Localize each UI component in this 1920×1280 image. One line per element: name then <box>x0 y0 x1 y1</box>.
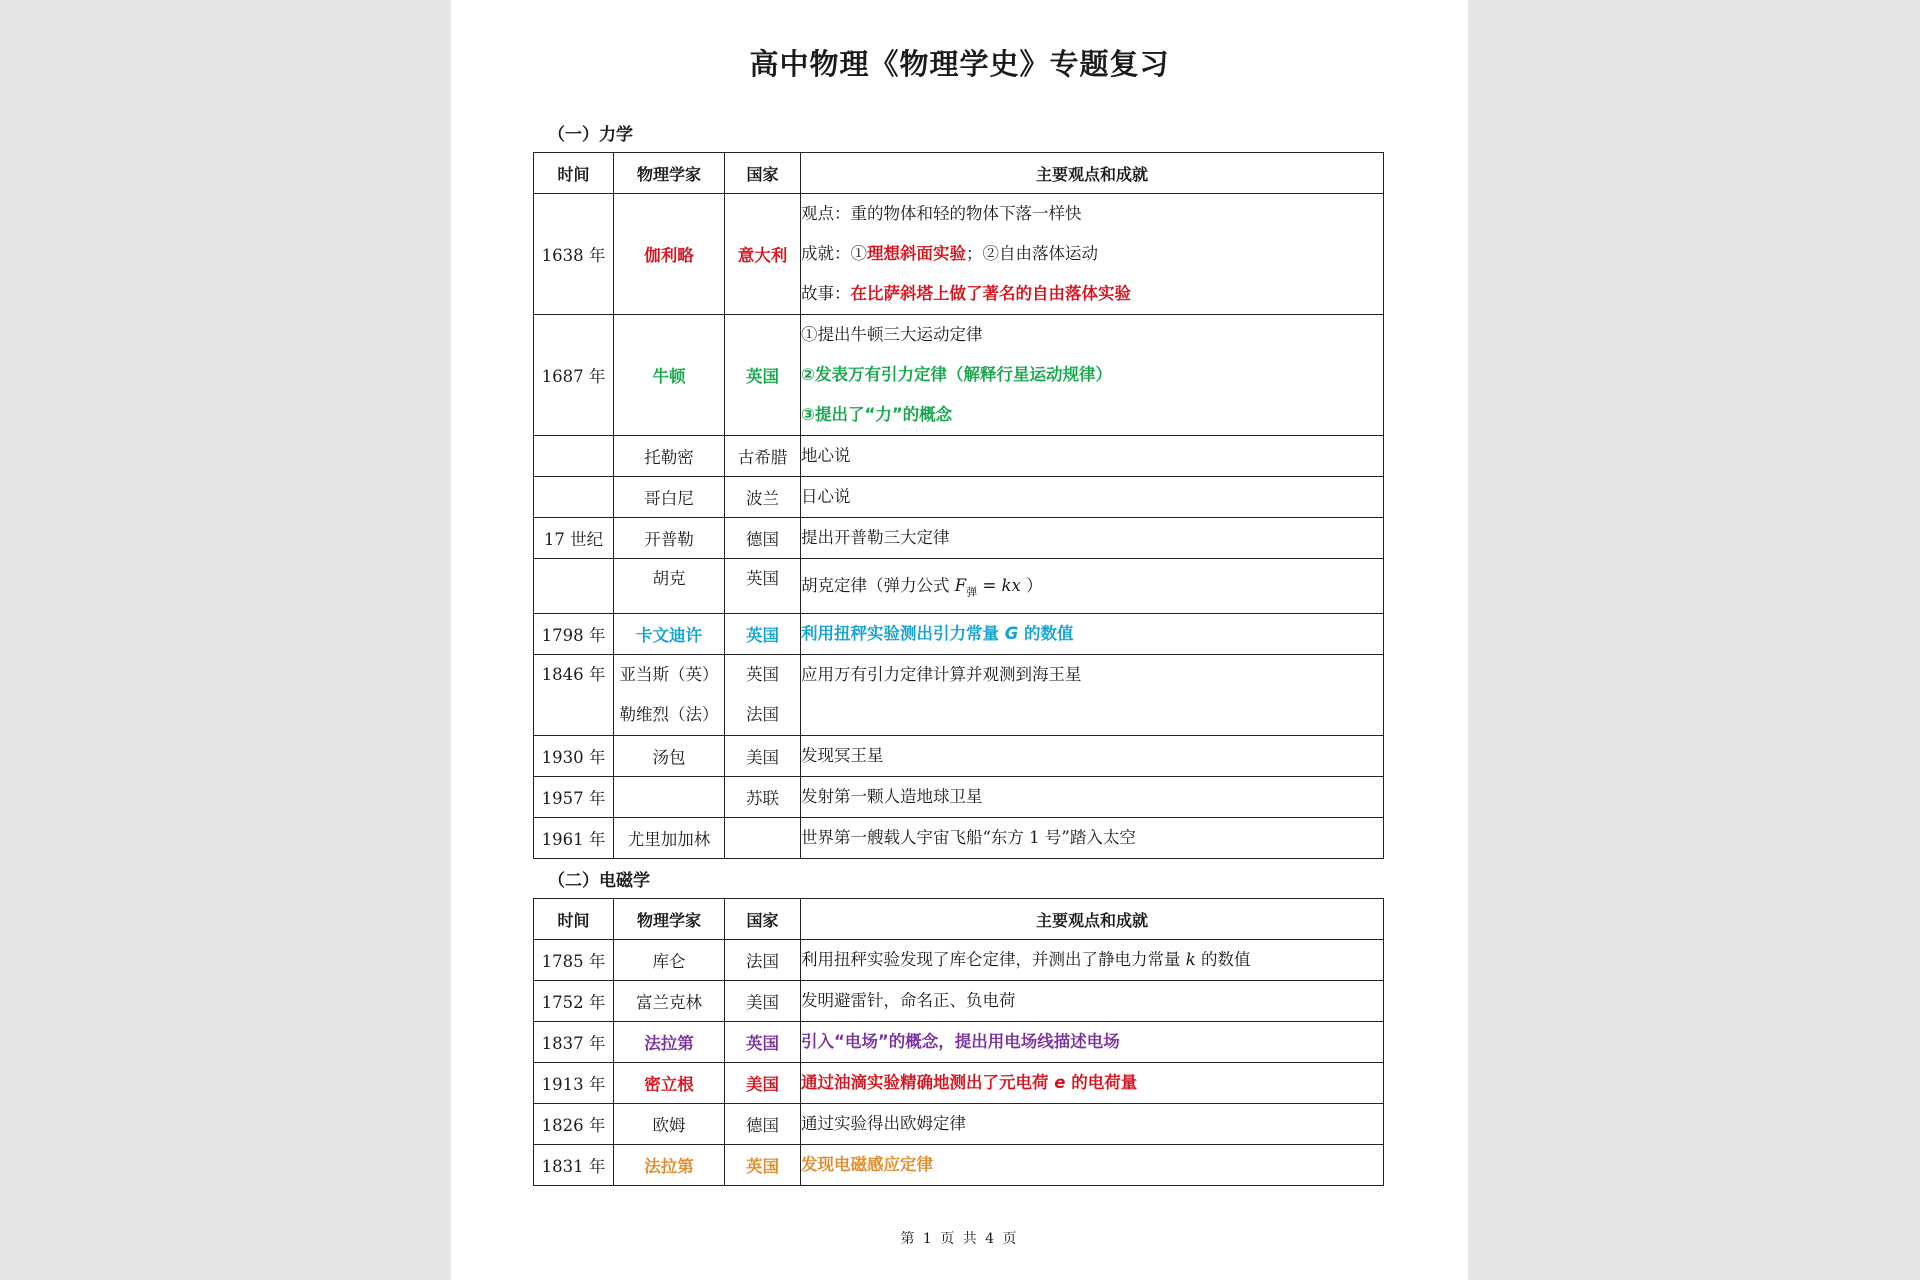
text: 重的物体和轻的物体下落一样快 <box>850 204 1082 223</box>
row-scientist: 开普勒 <box>614 518 725 559</box>
row-year <box>534 559 614 614</box>
achievement-line <box>801 614 1383 654</box>
header-scientist: 物理学家 <box>614 899 725 940</box>
row-scientist: 伽利略 <box>614 194 725 315</box>
row-year: 1831 年 <box>534 1145 614 1186</box>
table-row <box>534 1063 1384 1104</box>
row-year: 1957 年 <box>534 777 614 818</box>
highlight-text: 在比萨斜塔上做了著名的自由落体实验 <box>850 284 1131 303</box>
row-country: 美国 <box>725 1063 801 1104</box>
row-achievement <box>801 315 1384 436</box>
section-heading-mechanics: （一）力学 <box>548 125 633 145</box>
table-row <box>534 1145 1384 1186</box>
scientist-name: 亚当斯（英） <box>619 665 719 684</box>
row-country: 波兰 <box>725 477 801 518</box>
text: ① <box>850 244 867 263</box>
row-country: 美国 <box>725 981 801 1022</box>
row-country: 意大利 <box>725 194 801 315</box>
row-achievement <box>801 614 1384 655</box>
achievement-line: 地心说 <box>801 446 851 465</box>
row-country: 德国 <box>725 518 801 559</box>
row-scientist: 法拉第 <box>614 1022 725 1063</box>
achievement-line: 日心说 <box>801 487 851 506</box>
mechanics-table <box>533 152 1384 859</box>
row-scientist: 欧姆 <box>614 1104 725 1145</box>
achievement-line: 通过实验得出欧姆定律 <box>801 1114 966 1133</box>
table-row <box>534 655 1384 736</box>
table-row <box>534 1022 1384 1063</box>
row-country: 美国 <box>725 736 801 777</box>
achievement-line <box>801 559 1383 613</box>
formula-var: k <box>1185 950 1196 969</box>
row-year: 17 世纪 <box>534 518 614 559</box>
row-country: 英国 <box>725 1145 801 1186</box>
formula-var: G <box>1004 624 1019 643</box>
row-achievement <box>801 736 1384 777</box>
row-country <box>725 655 801 736</box>
achievement-line: 世界第一艘载人宇宙飞船“东方 1 号”踏入太空 <box>801 828 1136 847</box>
row-scientist: 牛顿 <box>614 315 725 436</box>
row-country: 英国 <box>725 614 801 655</box>
header-scientist: 物理学家 <box>614 153 725 194</box>
table-row <box>534 940 1384 981</box>
country-name: 英国 <box>746 569 779 588</box>
row-achievement <box>801 1104 1384 1145</box>
table-row <box>534 777 1384 818</box>
electromagnetism-table <box>533 898 1384 1186</box>
row-achievement <box>801 940 1384 981</box>
text: 的数值 <box>1018 624 1074 643</box>
row-country: 英国 <box>725 315 801 436</box>
text: 的电荷量 <box>1065 1073 1138 1092</box>
achievement-line: ①提出牛顿三大运动定律 <box>801 325 983 344</box>
row-year <box>534 655 614 736</box>
text: 的数值 <box>1195 950 1251 969</box>
table-row <box>534 614 1384 655</box>
page-title: 高中物理《物理学史》专题复习 <box>749 47 1170 81</box>
row-country: 法国 <box>725 940 801 981</box>
row-year <box>534 436 614 477</box>
achievement-line: 发明避雷针，命名正、负电荷 <box>801 991 1016 1010</box>
country-name: 法国 <box>746 705 779 724</box>
table-header-row <box>534 153 1384 194</box>
row-country <box>725 818 801 859</box>
scientist-name: 勒维烈（法） <box>619 705 719 724</box>
row-scientist: 卡文迪许 <box>614 614 725 655</box>
table-header-row <box>534 899 1384 940</box>
scientist-name: 胡克 <box>652 569 686 588</box>
achievement-line <box>801 940 1383 980</box>
formula-rest: = kx <box>977 576 1021 595</box>
table-row <box>534 1104 1384 1145</box>
text: ） <box>1020 576 1043 595</box>
row-country: 古希腊 <box>725 436 801 477</box>
row-achievement <box>801 1063 1384 1104</box>
row-achievement <box>801 436 1384 477</box>
row-achievement <box>801 981 1384 1022</box>
row-scientist: 富兰克林 <box>614 981 725 1022</box>
row-year: 1826 年 <box>534 1104 614 1145</box>
row-year: 1785 年 <box>534 940 614 981</box>
formula-var: F <box>954 576 967 595</box>
row-scientist: 法拉第 <box>614 1145 725 1186</box>
table-row <box>534 315 1384 436</box>
row-year: 1930 年 <box>534 736 614 777</box>
achievement-line <box>801 194 1383 234</box>
achievement-line: ③提出了“力”的概念 <box>801 405 953 424</box>
row-scientist: 汤包 <box>614 736 725 777</box>
row-country: 英国 <box>725 1022 801 1063</box>
text: 胡克定律（弹力公式 <box>801 576 955 595</box>
row-achievement <box>801 777 1384 818</box>
row-year: 1638 年 <box>534 194 614 315</box>
achievement-line: 发现电磁感应定律 <box>801 1155 933 1174</box>
row-year: 1798 年 <box>534 614 614 655</box>
achievement-line: 发现冥王星 <box>801 746 884 765</box>
row-country: 德国 <box>725 1104 801 1145</box>
table-row <box>534 818 1384 859</box>
achievement-line: 应用万有引力定律计算并观测到海王星 <box>801 665 1082 684</box>
row-scientist: 尤里加加林 <box>614 818 725 859</box>
achievement-line: 发射第一颗人造地球卫星 <box>801 787 983 806</box>
table-row <box>534 477 1384 518</box>
header-country: 国家 <box>725 899 801 940</box>
row-achievement <box>801 655 1384 736</box>
achievement-line <box>801 234 1383 274</box>
row-achievement <box>801 1022 1384 1063</box>
row-country: 苏联 <box>725 777 801 818</box>
row-achievement <box>801 1145 1384 1186</box>
row-year: 1961 年 <box>534 818 614 859</box>
header-achievement: 主要观点和成就 <box>801 899 1384 940</box>
text: ②自由落体运动 <box>982 244 1098 263</box>
row-year: 1752 年 <box>534 981 614 1022</box>
text: 利用扭秤实验测出引力常量 <box>801 624 1005 643</box>
text: 利用扭秤实验发现了库仑定律，并测出了静电力常量 <box>801 950 1186 969</box>
row-year: 1837 年 <box>534 1022 614 1063</box>
header-country: 国家 <box>725 153 801 194</box>
row-scientist: 密立根 <box>614 1063 725 1104</box>
row-year: 1913 年 <box>534 1063 614 1104</box>
row-scientist: 托勒密 <box>614 436 725 477</box>
country-name: 英国 <box>746 665 779 684</box>
row-year <box>534 477 614 518</box>
label: 故事： <box>801 284 851 303</box>
table-row <box>534 736 1384 777</box>
formula-var: e <box>1054 1073 1066 1092</box>
row-scientist: 哥白尼 <box>614 477 725 518</box>
label: 观点： <box>801 204 851 223</box>
table-row <box>534 981 1384 1022</box>
table-row <box>534 518 1384 559</box>
header-achievement: 主要观点和成就 <box>801 153 1384 194</box>
row-achievement <box>801 194 1384 315</box>
row-achievement <box>801 818 1384 859</box>
row-scientist: 库仑 <box>614 940 725 981</box>
header-time: 时间 <box>534 153 614 194</box>
row-scientist <box>614 559 725 614</box>
section-heading-electromagnetism: （二）电磁学 <box>548 871 650 891</box>
row-scientist <box>614 777 725 818</box>
achievement-line <box>801 1063 1383 1103</box>
year-text: 1846 年 <box>541 665 606 684</box>
page-footer: 第 1 页 共 4 页 <box>900 1231 1019 1247</box>
row-achievement <box>801 477 1384 518</box>
formula-subscript: 弹 <box>966 585 978 599</box>
header-time: 时间 <box>534 899 614 940</box>
achievement-line <box>801 274 1383 314</box>
row-year: 1687 年 <box>534 315 614 436</box>
table-row <box>534 194 1384 315</box>
row-achievement <box>801 559 1384 614</box>
row-scientist <box>614 655 725 736</box>
document-page <box>451 0 1468 1280</box>
table-row <box>534 559 1384 614</box>
row-achievement <box>801 518 1384 559</box>
text: 通过油滴实验精确地测出了元电荷 <box>801 1073 1055 1092</box>
highlight-text: 理想斜面实验 <box>867 244 966 263</box>
row-country <box>725 559 801 614</box>
achievement-line: 引入“电场”的概念，提出用电场线描述电场 <box>801 1032 1120 1051</box>
achievement-line: ②发表万有引力定律（解释行星运动规律） <box>801 365 1112 384</box>
text: ； <box>966 244 983 263</box>
table-row <box>534 436 1384 477</box>
achievement-line: 提出开普勒三大定律 <box>801 528 950 547</box>
label: 成就： <box>801 244 851 263</box>
